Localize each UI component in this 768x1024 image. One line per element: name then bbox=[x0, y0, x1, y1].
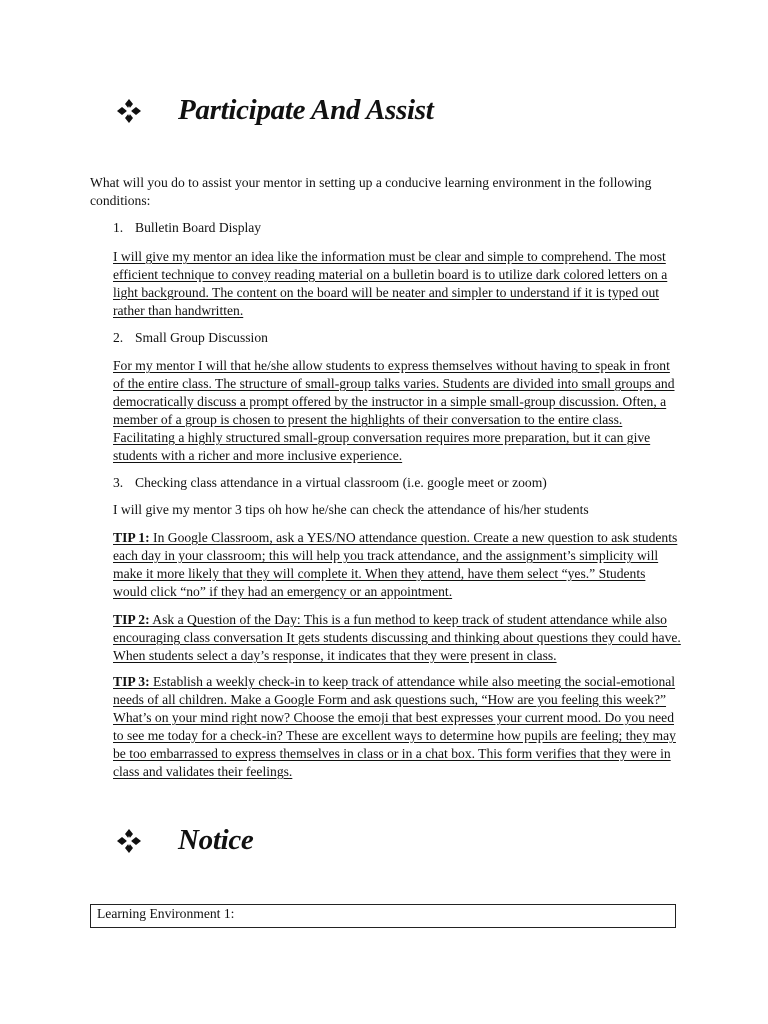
list-item-2 bbox=[113, 329, 683, 347]
four-diamond-bullet-icon bbox=[116, 98, 142, 124]
tips-lead-text: I will give my mentor 3 tips oh how he/she can check the attendance of his/her students bbox=[113, 502, 589, 517]
section-heading-participate bbox=[116, 94, 434, 127]
tip-label: TIP 1: bbox=[113, 530, 150, 545]
tip-3 bbox=[113, 673, 681, 781]
tip-text: In Google Classroom, ask a YES/NO attendance question. Create a new question to ask students each day in your classroom; this will help you track attendance, and the assignment’s simplicity will make it more likely that they will complete it. When they attend, have them select “yes.” Students would click “no” if they had an emergency or an appointment. bbox=[113, 530, 678, 599]
tip-1 bbox=[113, 529, 681, 601]
tip-2 bbox=[113, 611, 681, 665]
list-item-3 bbox=[113, 474, 683, 492]
table-cell-label: Learning Environment 1: bbox=[97, 906, 235, 921]
list-number: 1. bbox=[113, 220, 124, 235]
learning-environment-table-cell bbox=[90, 904, 676, 928]
tip-text: Ask a Question of the Day: This is a fun method to keep track of student attendance while also encouraging class conversation It gets students discussing and thinking about questions they could have. When students select a day’s response, it indicates that they were present in class. bbox=[113, 612, 681, 663]
list-item-title: Bulletin Board Display bbox=[135, 220, 262, 235]
section-title: Participate And Assist bbox=[178, 94, 434, 126]
answer-bulletin-board: I will give my mentor an idea like the information must be clear and simple to comprehend. The most efficient technique to convey reading material on a bulletin board is to utilize dark colored letters on a light background. The content on the board will be neater and simpler to understand if it is typed out rather than handwritten. bbox=[113, 249, 668, 318]
answer-small-group: For my mentor I will that he/she allow students to express themselves without having to speak in front of the entire class. The structure of small-group talks varies. Students are divided into small groups and democratically discuss a prompt offered by the instructor in a simple small-group discussion. Often, a member of a group is chosen to present the highlights of their conversation to the entire class. Facilitating a highly structured small-group conversation requires more preparation, but it can give students with a richer and more inclusive experience. bbox=[113, 358, 675, 463]
list-number: 2. bbox=[113, 330, 124, 345]
section-title: Notice bbox=[178, 824, 254, 856]
list-item-1 bbox=[113, 219, 683, 237]
section-heading-notice bbox=[116, 824, 254, 857]
four-diamond-bullet-icon bbox=[116, 828, 142, 854]
tip-label: TIP 3: bbox=[113, 674, 150, 689]
list-number: 3. bbox=[113, 475, 124, 490]
intro-paragraph: What will you do to assist your mentor in setting up a conducive learning environment in the following conditions: bbox=[90, 175, 652, 208]
list-item-title: Checking class attendance in a virtual classroom (i.e. google meet or zoom) bbox=[135, 475, 547, 490]
tip-label: TIP 2: bbox=[113, 612, 150, 627]
list-item-title: Small Group Discussion bbox=[135, 330, 268, 345]
tip-text: Establish a weekly check-in to keep track of attendance while also meeting the social-emotional needs of all children. Make a Google Form and ask questions such, “How are you feeling this week?” What’s on your mind right now? Choose the emoji that best expresses your current mood. Do you need to see me today for a check-in? These are excellent ways to determine how pupils are feeling; they may be too embarrassed to express themselves in class or in a chat box. This form verifies that they were in class and validates their feelings. bbox=[113, 674, 676, 779]
